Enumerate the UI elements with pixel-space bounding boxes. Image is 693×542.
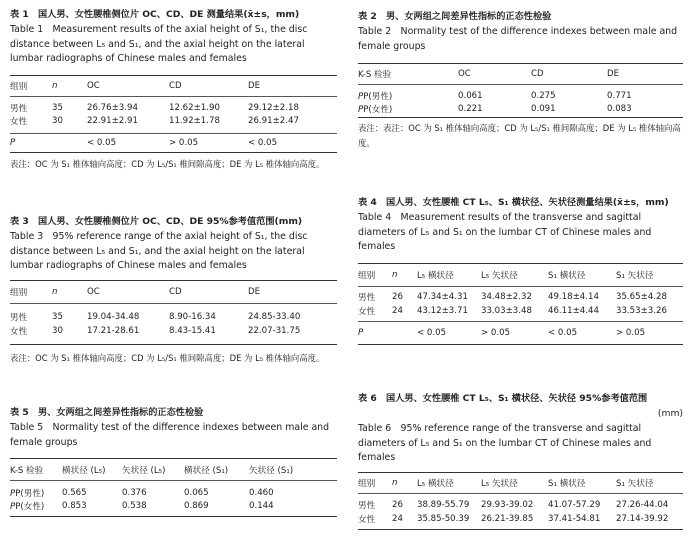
table-1-note: 表注：OC 为 S₁ 椎体轴向高度；CD 为 L₅/S₁ 椎间隙高度；DE 为 L₅ 椎体轴向高度。 [10, 158, 325, 169]
column-header: 矢状径 (S₁) [249, 465, 294, 476]
column-header: 组别 [358, 270, 376, 281]
column-header: K-S 检验 [10, 465, 44, 476]
column-header: DE [248, 286, 261, 297]
column-header: CD [169, 80, 182, 91]
column-header: S₁ 矢状径 [616, 478, 654, 489]
column-header: L₅ 矢状径 [481, 270, 518, 281]
column-header: OC [87, 80, 100, 91]
table-row: 女性 24 35.85-50.39 26.21-39.85 37.41-54.81 27.14-39.92 [358, 513, 669, 525]
table-4-caption-en: Table 4 Measurement results of the transverse and sagittal diameters of L₅ and S₁ on the lumbar CT of Chinese males and females [358, 212, 652, 252]
column-header: 组别 [10, 287, 28, 298]
column-header: DE [607, 69, 620, 79]
column-header: S₁ 横状径 [548, 478, 586, 489]
table-6-caption-cn: 表 6 国人男、女性腰椎 CT L₅、S₁ 横状径、矢状径 95%参考值范围 [358, 393, 648, 404]
table-4 [358, 196, 683, 345]
table-2 [358, 10, 683, 151]
table-6-caption-unit: (mm) [657, 408, 683, 419]
table-1 [10, 8, 337, 172]
table-row: 女性 30 17.21-28.61 8.43-15.41 22.07-31.75 [10, 325, 301, 337]
column-header: 横状径 (L₅) [62, 465, 106, 476]
column-header: OC [87, 286, 100, 297]
column-header: L₅ 矢状径 [481, 478, 518, 489]
column-header: K-S 检验 [358, 70, 392, 80]
column-header: L₅ 横状径 [417, 270, 454, 281]
table-2-caption-en: Table 2 Normality test of the difference indexes between male and female groups [358, 26, 678, 52]
table-row: 男性 26 38.89-55.79 29.93-39.02 41.07-57.29 27.26-44.04 [358, 499, 669, 511]
table-row: PP(女性) 0.221 0.091 0.083 [358, 103, 632, 115]
column-header: OC [458, 69, 471, 79]
table-3-note: 表注：OC 为 S₁ 椎体轴向高度；CD 为 L₅/S₁ 椎间隙高度；DE 为 L₅ 椎体轴向高度。 [10, 352, 325, 363]
column-header: 矢状径 (L₅) [122, 465, 166, 476]
p-value-row: P < 0.05 > 0.05 < 0.05 [10, 137, 278, 148]
table-row: PP(男性) 0.061 0.275 0.771 [358, 90, 632, 102]
column-header: S₁ 横状径 [548, 270, 586, 281]
table-2-note: 表注：表注：OC 为 S₁ 椎体轴向高度；CD 为 L₅/S₁ 椎间隙高度；DE 为 L₅ 椎体轴向高度。 [358, 123, 681, 148]
table-row: 男性 26 47.34±4.31 34.48±2.32 49.18±4.14 35.65±4.28 [358, 291, 667, 303]
table-1-caption-en: Table 1 Measurement results of the axial height of S₁, the disc distance between L₅ and S₁, and the axial height on the lateral lumbar radiographs of Chinese males and females [10, 24, 308, 64]
table-row: 女性 24 43.12±3.71 33.03±3.48 46.11±4.44 33.53±3.26 [358, 305, 667, 317]
column-header: CD [169, 286, 182, 297]
table-3 [10, 215, 337, 366]
table-2-caption-cn: 表 2 男、女两组之间差异性指标的正态性检验 [358, 11, 552, 22]
table-1-grid [10, 76, 337, 96]
table-row: 男性 35 26.76±3.94 12.62±1.90 29.12±2.18 [10, 103, 299, 114]
column-header: S₁ 矢状径 [616, 270, 654, 281]
table-3-caption-cn: 表 3 国人男、女性腰椎侧位片 OC、CD、DE 95%参考值范围(mm) [10, 216, 303, 227]
table-6 [358, 392, 683, 530]
column-header: n [52, 80, 58, 91]
table-1-caption-cn: 表 1 国人男、女性腰椎侧位片 OC、CD、DE 测量结果(x̄±s，mm) [10, 9, 300, 20]
table-row: PP(男性) 0.565 0.376 0.065 0.460 [10, 487, 274, 499]
table-5-caption-en: Table 5 Normality test of the difference indexes between male and female groups [10, 422, 330, 448]
column-header: 组别 [358, 478, 376, 489]
table-row: PP(女性) 0.853 0.538 0.869 0.144 [10, 500, 274, 512]
column-header: 组别 [10, 81, 28, 92]
table-3-caption-en: Table 3 95% reference range of the axial height of S₁, the disc distance between L₅ and S₁, and the axial height on the lateral lumbar radiographs of Chinese males and females [10, 231, 308, 271]
column-header: n [52, 286, 58, 297]
table-4-caption-cn: 表 4 国人男、女性腰椎 CT L₅、S₁ 横状径、矢状径测量结果(x̄±s，mm) [358, 197, 669, 208]
table-row: 男性 35 19.04-34.48 8.90-16.34 24.85-33.40 [10, 311, 301, 323]
column-header: L₅ 横状径 [417, 478, 454, 489]
column-header: n [392, 269, 398, 280]
table-6-caption-en: Table 6 95% reference range of the transverse and sagittal diameters of L₅ and S₁ on the lumbar CT of Chinese males and females [358, 423, 652, 463]
table-row: 女性 30 22.91±2.91 11.92±1.78 26.91±2.47 [10, 116, 299, 127]
p-value-row: P < 0.05 > 0.05 < 0.05 > 0.05 [358, 327, 646, 338]
column-header: 横状径 (S₁) [184, 465, 229, 476]
column-header: n [392, 477, 398, 488]
column-header: DE [248, 80, 261, 91]
column-header: CD [531, 69, 544, 79]
table-5-caption-cn: 表 5 男、女两组之间差异性指标的正态性检验 [10, 407, 204, 418]
table-5 [10, 406, 337, 517]
